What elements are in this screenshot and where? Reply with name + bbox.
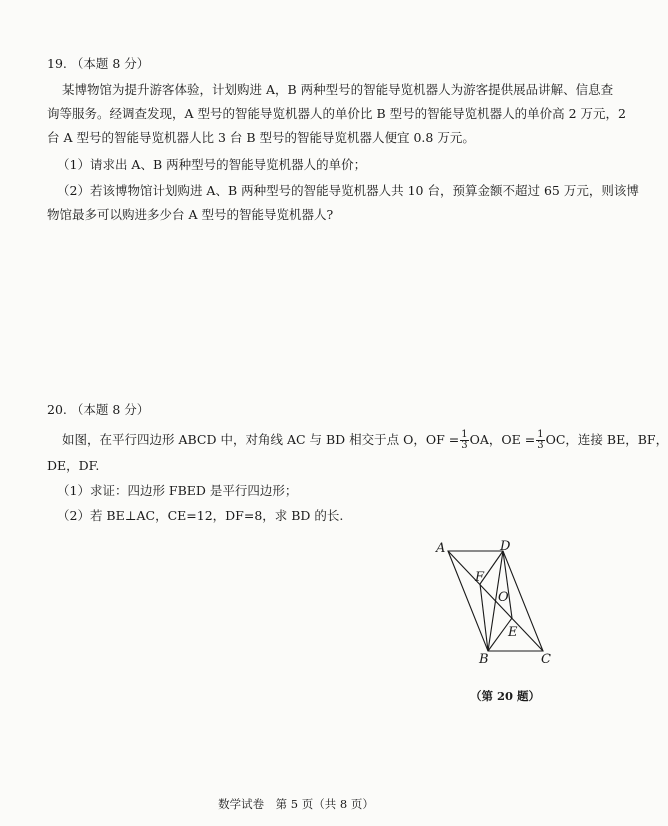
q20-intro-d: DE，DF.	[47, 458, 100, 473]
label-e: E	[508, 625, 518, 640]
segment-df	[480, 551, 503, 584]
label-o: O	[498, 590, 509, 605]
q19-line1: 某博物馆为提升游客体验，计划购进 A，B 两种型号的智能导览机器人为游客提供展品讲解、信息查	[62, 82, 614, 97]
label-d: D	[500, 539, 511, 554]
q19-header: 19. （本题 8 分）	[47, 56, 150, 71]
q20-intro	[62, 430, 668, 451]
q19-part2b: 物馆最多可以购进多少台 A 型号的智能导览机器人?	[47, 207, 334, 222]
q19-line3: 台 A 型号的智能导览机器人比 3 台 B 型号的智能导览机器人便宜 0.8 万元。	[47, 130, 475, 145]
q19-part1: （1）请求出 A、B 两种型号的智能导览机器人的单价；	[57, 157, 367, 172]
q20-intro-b: OA，OE =	[469, 432, 536, 447]
page-footer: 数学试卷 第 5 页（共 8 页）	[218, 797, 374, 811]
label-b: B	[479, 652, 489, 667]
diagonal-ac	[448, 551, 543, 651]
q20-intro-a: 如图，在平行四边形 ABCD 中，对角线 AC 与 BD 相交于点 O，OF =	[62, 432, 460, 447]
fraction-one-third-b: $\frac{1}{3}$	[537, 429, 544, 451]
q20-header: 20. （本题 8 分）	[47, 402, 150, 417]
q19-part2a: （2）若该博物馆计划购进 A、B 两种型号的智能导览机器人共 10 台，预算金额不超过 65 万元，则该博	[57, 183, 639, 198]
q20-part1: （1）求证：四边形 FBED 是平行四边形；	[57, 483, 298, 498]
segment-be	[488, 618, 512, 651]
segment-bf	[480, 584, 488, 651]
q20-intro-c: OC，连接 BE，BF，	[545, 432, 668, 447]
label-a: A	[436, 541, 446, 556]
label-f: F	[475, 570, 485, 585]
label-c: C	[541, 652, 551, 667]
figure-caption: （第 20 题）	[470, 689, 541, 703]
diagonal-bd	[488, 551, 503, 651]
fraction-one-third-a: $\frac{1}{3}$	[461, 429, 468, 451]
parallelogram-abcd	[448, 551, 543, 651]
q19-line2: 询等服务。经调查发现，A 型号的智能导览机器人的单价比 B 型号的智能导览机器人的单价高 2 万元，2	[47, 106, 626, 121]
segment-de	[503, 551, 512, 618]
q20-part2: （2）若 BE⊥AC，CE=12，DF=8，求 BD 的长.	[57, 508, 344, 523]
